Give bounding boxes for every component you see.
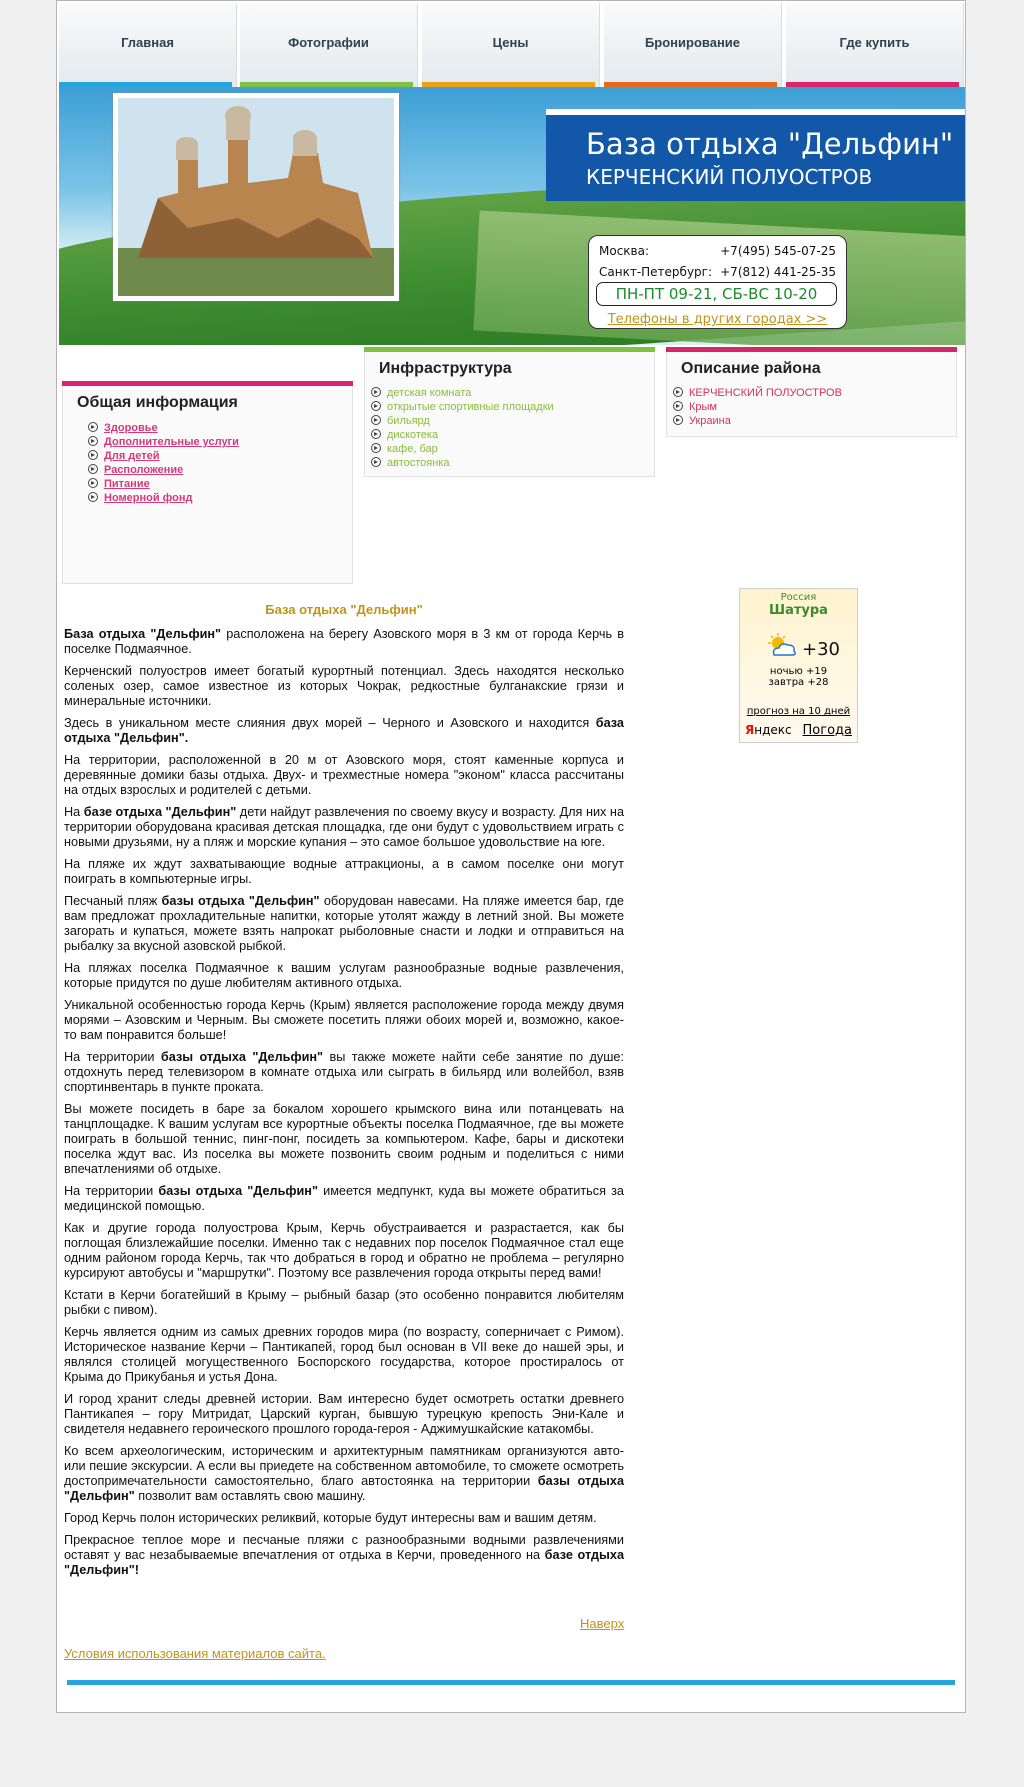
region-item-label: Украина	[689, 415, 731, 427]
general-link-kids[interactable]: Для детей	[104, 450, 160, 462]
bullet-icon	[673, 415, 683, 425]
phone-number: +7(495) 545-07-25	[720, 244, 836, 258]
infrastructure-topline	[364, 347, 655, 352]
region-title: Описание района	[681, 360, 821, 377]
article-paragraph: На базе отдыха "Дельфин" дети найдут развлечения по своему вкусу и возрасту. Для них на территории оборудована красивая детская площадка, где они будут с удовольствием играть с новыми друзьями, ну а пляж и морские купания – это самое большое удовольствие на юге.	[64, 805, 624, 849]
general-link-rooms[interactable]: Номерной фонд	[104, 492, 193, 504]
infrastructure-title: Инфраструктура	[379, 360, 512, 377]
phone-row-moscow	[599, 244, 836, 260]
bullet-icon	[88, 436, 98, 446]
bullet-icon	[673, 401, 683, 411]
article-heading: База отдыха "Дельфин"	[265, 602, 423, 617]
general-link-services[interactable]: Дополнительные услуги	[104, 436, 239, 448]
nav-photos-label: Фотографии	[288, 35, 369, 50]
nav-prices-label: Цены	[492, 35, 529, 50]
infra-item-label: бильярд	[387, 415, 430, 427]
phone-city: Санкт-Петербург:	[599, 265, 713, 279]
infra-item-label: дискотека	[387, 429, 439, 441]
weather-temp: +30	[802, 639, 840, 660]
bullet-icon	[371, 387, 381, 397]
other-cities-link[interactable]: Телефоны в других городах >>	[607, 312, 828, 327]
title-box	[546, 109, 965, 201]
region-item-label: Крым	[689, 401, 717, 413]
article-paragraph: Кстати в Керчи богатейший в Крыму – рыбный базар (это особенно понравится любителям рыбки с пивом).	[64, 1288, 624, 1317]
article-paragraph: Как и другие города полуострова Крым, Керчь обустраивается и разрастается, как бы поглощая близлежайшие поселки. Именно так с недавних пор поселок Подмаячное стал еще одним районом города Керчь, так что добраться в город и обратно не проблема – регулярно курсируют автобусы и "маршрутки". Поэтому все развлечения города открыты перед вами!	[64, 1221, 624, 1280]
bullet-icon	[371, 429, 381, 439]
bullet-icon	[371, 443, 381, 453]
yandex-logo[interactable]: Яндекс	[745, 723, 792, 737]
partly-cloudy-icon	[766, 633, 798, 659]
article-paragraph: Вы можете посидеть в баре за бокалом хорошего крымского вина или потанцевать на танцплощадке. К вашим услугам все курортные объекты поселка Подмаячное, где вы можете поиграть в большой теннис, пинг-понг, посидеть за компьютером. Кафе, бары и дискотеки поселка ждут вас. Из поселка вы можете позвонить своим родным и поделиться с ними впечатлениями об отдыхе.	[64, 1102, 624, 1176]
infrastructure-box	[364, 347, 655, 477]
working-hours: ПН-ПТ 09-21, СБ-ВС 10-20	[596, 282, 837, 306]
general-link-health[interactable]: Здоровье	[104, 422, 158, 434]
weather-night: ночью +19	[769, 666, 828, 677]
article-paragraph: На территории базы отдыха "Дельфин" имеется медпункт, куда вы можете обратиться за медицинской помощью.	[64, 1184, 624, 1213]
list-item	[88, 491, 239, 505]
nav-photos[interactable]	[240, 3, 418, 87]
nav-where-buy[interactable]	[786, 3, 964, 87]
list-item[interactable]	[371, 400, 554, 414]
article	[64, 602, 624, 1585]
weather-tomorrow: завтра +28	[768, 677, 829, 688]
bullet-icon	[371, 401, 381, 411]
main-nav	[59, 3, 964, 87]
list-item[interactable]	[371, 456, 554, 470]
site-subtitle: КЕРЧЕНСКИЙ ПОЛУОСТРОВ	[586, 165, 873, 189]
article-paragraph: На пляжах поселка Подмаячное к вашим услугам разнообразные водные развлечения, которые придутся по душе любителям активного отдыха.	[64, 961, 624, 990]
article-paragraph: Песчаный пляж базы отдыха "Дельфин" оборудован навесами. На пляже имеется бар, где вам предложат прохладительные напитки, которые утолят жажду в летний зной. Вы можете загорать и купаться, можете взять напрокат рыболовные снасти и лодки и отправиться на рыбалку за вкусной азовской рыбкой.	[64, 894, 624, 953]
bullet-icon	[88, 478, 98, 488]
list-item[interactable]	[673, 400, 842, 414]
general-info-box	[62, 381, 353, 584]
list-item[interactable]	[673, 386, 842, 400]
weather-country: Россия	[780, 592, 817, 603]
region-item-label: КЕРЧЕНСКИЙ ПОЛУОСТРОВ	[689, 387, 842, 399]
general-info-list	[88, 421, 239, 505]
site-title: База отдыха "Дельфин"	[586, 127, 954, 161]
forecast-link[interactable]: прогноз на 10 дней	[746, 706, 851, 717]
list-item[interactable]	[371, 428, 554, 442]
article-paragraph: Керчь является одним из самых древних городов мира (по возрасту, соперничает с Римом). Историческое название Керчи – Пантикапей, город был основан в VII веке до нашей эры, и являлся столицей могущественного Боспорского государства, которое простиралось от Крыма до Прикубанья и устья Дона.	[64, 1325, 624, 1384]
list-item	[88, 463, 239, 477]
region-box	[666, 347, 957, 437]
nav-booking[interactable]	[604, 3, 782, 87]
list-item	[88, 435, 239, 449]
infrastructure-list	[371, 386, 554, 470]
article-paragraph: Уникальной особенностью города Керчь (Крым) является расположение города между двумя морями – Азовским и Черным. Вы сможете посетить пляжи обоих морей и, возможно, какое-то вам понравится больше!	[64, 998, 624, 1042]
weather-widget[interactable]	[739, 588, 858, 743]
nav-where-buy-label: Где купить	[839, 35, 910, 50]
general-link-food[interactable]: Питание	[104, 478, 150, 490]
nav-prices[interactable]	[422, 3, 600, 87]
phones-box	[588, 235, 847, 329]
article-paragraph: База отдыха "Дельфин" расположена на берегу Азовского моря в 3 км от города Керчь в поселке Подмаячное.	[64, 627, 624, 656]
list-item	[88, 477, 239, 491]
fortress-photo	[113, 93, 399, 301]
phone-city: Москва:	[599, 244, 650, 258]
list-item[interactable]	[371, 442, 554, 456]
infra-item-label: автостоянка	[387, 457, 450, 469]
bullet-icon	[371, 457, 381, 467]
nav-home[interactable]	[59, 3, 237, 87]
phone-row-spb	[599, 265, 836, 281]
weather-city: Шатура	[769, 603, 828, 618]
bullet-icon	[88, 492, 98, 502]
list-item[interactable]	[673, 414, 842, 428]
article-paragraph: На территории базы отдыха "Дельфин" вы также можете найти себе занятие по душе: отдохнуть перед телевизором в комнате отдыха или сыграть в бильярд или волейбол, взяв спортинвентарь в пункте проката.	[64, 1050, 624, 1094]
bullet-icon	[371, 415, 381, 425]
nav-booking-label: Бронирование	[644, 35, 741, 50]
bullet-icon	[88, 464, 98, 474]
bullet-icon	[88, 450, 98, 460]
article-paragraph: Керченский полуостров имеет богатый курортный потенциал. Здесь находятся несколько соленых озер, самое известное из которых Чокрак, редкостные булганакские грязи и минеральные источники.	[64, 664, 624, 708]
infra-item-label: кафе, бар	[387, 443, 438, 455]
article-paragraph: Здесь в уникальном месте слияния двух морей – Черного и Азовского и находится база отдыха "Дельфин".	[64, 716, 624, 745]
list-item[interactable]	[371, 414, 554, 428]
terms-link[interactable]: Условия использования материалов сайта.	[64, 1646, 326, 1661]
footer-bar	[67, 1680, 955, 1685]
nav-home-label: Главная	[121, 35, 174, 50]
list-item[interactable]	[371, 386, 554, 400]
general-info-title: Общая информация	[77, 394, 238, 411]
phone-number: +7(812) 441-25-35	[720, 265, 836, 279]
article-paragraph: Город Керчь полон исторических реликвий, которые будут интересны вам и вашим детям.	[64, 1511, 597, 1525]
weather-label-link[interactable]: Погода	[802, 723, 852, 738]
back-to-top-link[interactable]: Наверх	[580, 1616, 625, 1631]
bullet-icon	[88, 422, 98, 432]
header-banner	[59, 87, 965, 345]
region-list	[673, 386, 842, 428]
infra-item-label: детская комната	[387, 387, 472, 399]
article-paragraph: Ко всем археологическим, историческим и архитектурным памятникам организуются авто- или пешие экскурсии. А если вы приедете на собственном автомобиле, то сможете осмотреть достопримечательности самостоятельно, благо автостоянка на территории базы отдыха "Дельфин" позволит вам оставлять свою машину.	[64, 1444, 624, 1503]
general-info-topline	[62, 381, 353, 386]
article-paragraph: На пляже их ждут захватывающие водные аттракционы, а в самом поселке они могут поиграть в компьютерные игры.	[64, 857, 624, 886]
list-item	[88, 421, 239, 435]
region-topline	[666, 347, 957, 352]
article-paragraph: На территории, расположенной в 20 м от Азовского моря, стоят каменные корпуса и деревянные домики базы отдыха. Двух- и трехместные номера "эконом" класса рассчитаны на отдых взрослых и родителей с детьми.	[64, 753, 624, 797]
general-link-location[interactable]: Расположение	[104, 464, 184, 476]
list-item	[88, 449, 239, 463]
infra-item-label: открытые спортивные площадки	[387, 401, 554, 413]
article-paragraph: Прекрасное теплое море и песчаные пляжи с разнообразными водными развлечениями оставят у вас незабываемые впечатления от отдыха в Керчи, проведенного на базе отдыха "Дельфин"!	[64, 1533, 624, 1577]
bullet-icon	[673, 387, 683, 397]
article-paragraph: И город хранит следы древней истории. Вам интересно будет осмотреть остатки древнего Пантикапея – гору Митридат, Царский курган, бывшую турецкую крепость Эни-Кале и свидетеля недавнего героического прошлого города-героя - Аджимушкайские катакомбы.	[64, 1392, 624, 1436]
